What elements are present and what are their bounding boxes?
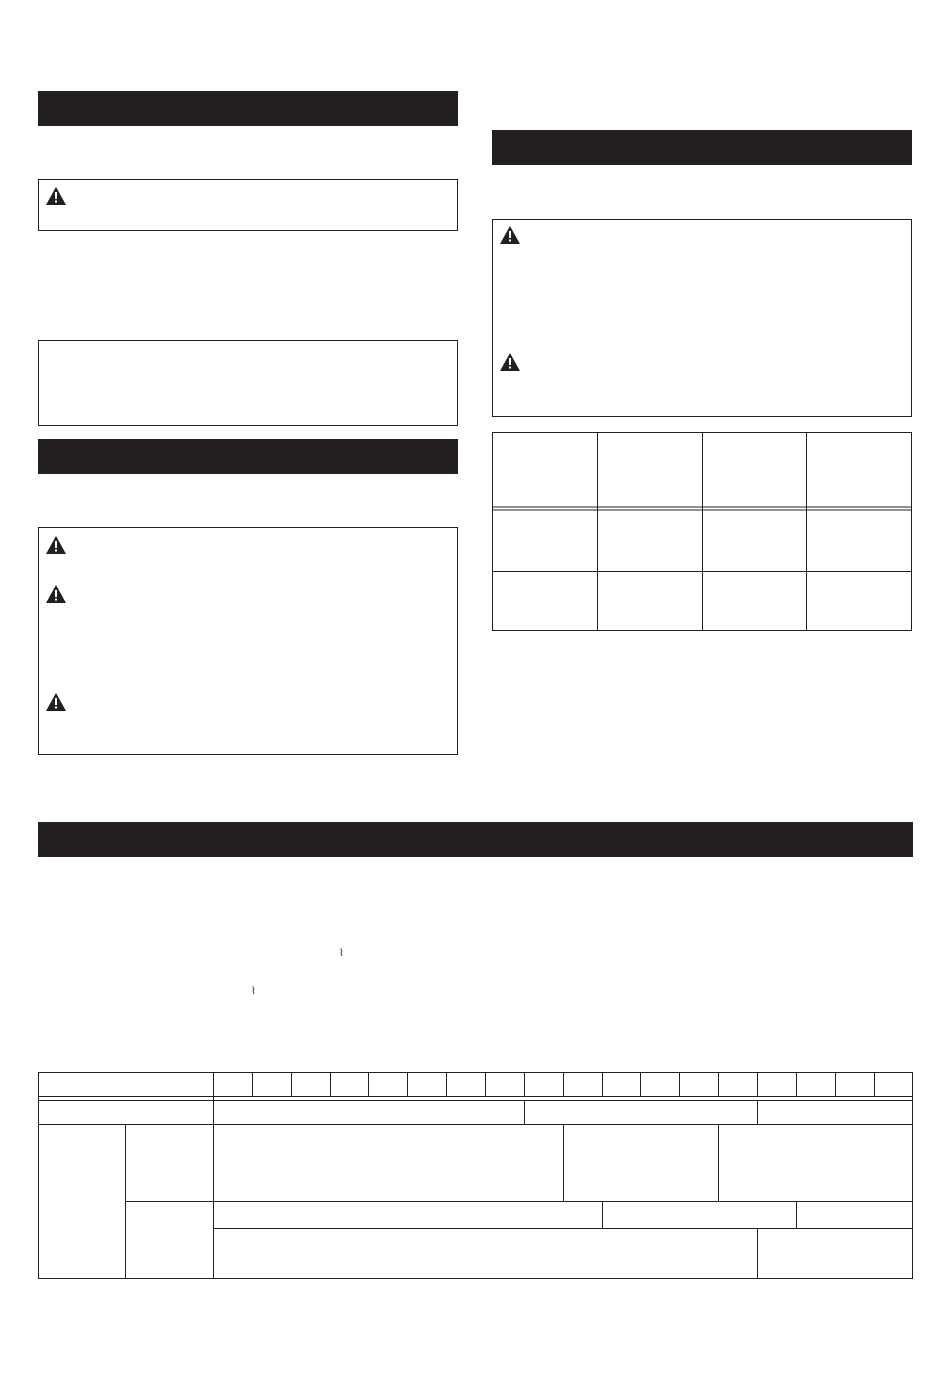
bottom-spec-table bbox=[38, 1072, 914, 1280]
warning-box-2 bbox=[38, 527, 458, 755]
note-box bbox=[38, 340, 458, 426]
right-spec-table bbox=[492, 432, 913, 632]
right-section-1-header bbox=[492, 130, 912, 165]
warning-triangle-icon bbox=[46, 536, 66, 554]
drill-bit-icon: ⌇ bbox=[339, 948, 344, 959]
warning-triangle-icon bbox=[46, 585, 66, 603]
bottom-section-header bbox=[38, 822, 913, 857]
drill-bit-icon: ⌇ bbox=[251, 986, 256, 997]
left-section-2-header bbox=[38, 439, 458, 474]
warning-triangle-icon bbox=[500, 353, 520, 371]
warning-triangle-icon bbox=[46, 187, 66, 205]
warning-box-3 bbox=[492, 219, 912, 417]
warning-triangle-icon bbox=[46, 693, 66, 711]
left-section-1-header bbox=[38, 91, 458, 126]
warning-box-1 bbox=[38, 179, 458, 231]
warning-triangle-icon bbox=[500, 226, 520, 244]
